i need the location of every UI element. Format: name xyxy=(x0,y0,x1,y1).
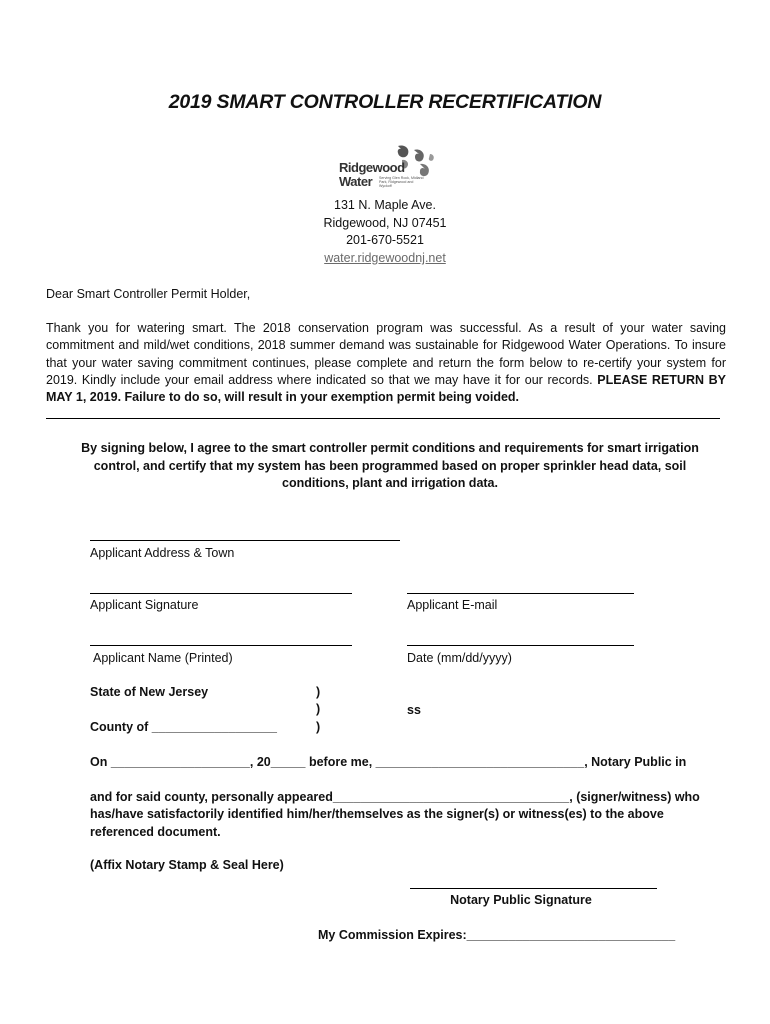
email-line[interactable] xyxy=(407,593,634,594)
signature-line[interactable] xyxy=(90,593,352,594)
letter-paragraph xyxy=(46,320,726,406)
date-label: Date (mm/dd/yyyy) xyxy=(407,651,512,665)
affix-stamp-note: (Affix Notary Stamp & Seal Here) xyxy=(90,858,284,872)
name-printed-line[interactable] xyxy=(90,645,352,646)
address-city: Ridgewood, NJ 07451 xyxy=(323,216,447,230)
address-street: 131 N. Maple Ave. xyxy=(334,198,436,212)
state-label: State of New Jersey xyxy=(90,685,209,699)
notary-signature-label: Notary Public Signature xyxy=(450,893,592,907)
paren-1: ) xyxy=(316,685,321,699)
letter-body: Thank you for watering smart. The 2018 conservation program was successful. As a result of your water saving commitment and mild/wet conditions, 2018 summer demand was sustainable for Ridgewood Water Operations. To insure that your water saving commitment continues, please complete and return the form below to re-certify your system for 2019. Kindly include your email address where indicated so that we may have it for our records. xyxy=(46,321,726,387)
commission-expires-field[interactable]: My Commission Expires:______________________________ xyxy=(318,928,676,942)
logo-tagline: Serving Glen Rock, Midland Park, Ridgewood and Wyckoff xyxy=(379,176,424,189)
ridgewood-water-logo xyxy=(336,144,440,194)
address-town-line[interactable] xyxy=(90,540,400,541)
paren-3: ) xyxy=(316,720,321,734)
appeared-paragraph[interactable]: and for said county, personally appeared__________________________________, (signer/witness) who has/have satisfactorily identified him/her/themselves as the signer(s) or witness(es) to the above referenced document. xyxy=(90,790,700,839)
divider xyxy=(46,418,720,419)
email-label: Applicant E-mail xyxy=(407,598,498,612)
signature-label: Applicant Signature xyxy=(90,598,199,612)
logo-name-line2: Water xyxy=(339,174,373,189)
logo-name-line1: Ridgewood xyxy=(339,160,405,175)
county-field[interactable]: County of __________________ xyxy=(90,720,277,734)
date-line[interactable] xyxy=(407,645,634,646)
address-town-label: Applicant Address & Town xyxy=(90,546,235,560)
page-title: 2019 SMART CONTROLLER RECERTIFICATION xyxy=(168,91,602,113)
agreement-statement: By signing below, I agree to the smart controller permit conditions and requirements for smart irrigation control, and certify that my system has been programmed based on proper sprinkler head data, soil conditions, plant and irrigation data. xyxy=(81,441,699,490)
paren-2: ) xyxy=(316,702,321,716)
address-phone: 201-670-5521 xyxy=(346,233,424,247)
notary-signature-line[interactable] xyxy=(410,888,657,889)
ss-label: ss xyxy=(407,703,421,717)
name-printed-label: Applicant Name (Printed) xyxy=(93,651,233,665)
website-link[interactable]: water.ridgewoodnj.net xyxy=(324,251,446,265)
return-notice: PLEASE RETURN BY MAY 1, 2019. Failure to do so, will result in your exemption permit being voided. xyxy=(46,372,726,405)
notary-date-line[interactable]: On ____________________, 20_____ before me, ______________________________, Notary Public in xyxy=(90,755,687,769)
salutation: Dear Smart Controller Permit Holder, xyxy=(46,287,251,301)
